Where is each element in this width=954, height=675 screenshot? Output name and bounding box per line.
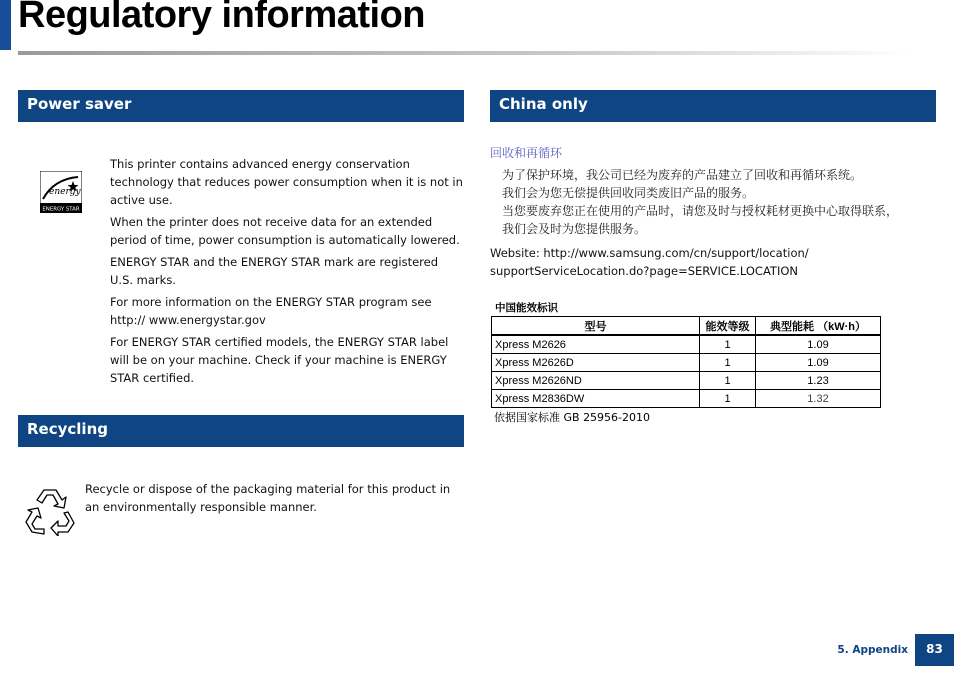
column-header: 典型能耗 （kW·h） bbox=[756, 317, 881, 336]
kwh-cell: 1.09 bbox=[756, 335, 881, 354]
grade-cell: 1 bbox=[700, 372, 756, 390]
table-row bbox=[492, 354, 881, 372]
recycle-icon bbox=[24, 484, 76, 536]
china-recycling-text bbox=[502, 166, 932, 238]
power-saver-paragraph: For more information on the ENERGY STAR program see http:// www.energystar.gov bbox=[110, 295, 432, 327]
grade-cell: 1 bbox=[700, 335, 756, 354]
energy-star-icon bbox=[40, 171, 82, 213]
china-text-line: 我们会为您无偿提供回收同类废旧产品的服务。 bbox=[502, 186, 755, 200]
title-divider bbox=[18, 51, 913, 55]
table-header-row bbox=[492, 317, 881, 336]
column-header: 型号 bbox=[492, 317, 700, 336]
model-cell: Xpress M2626D bbox=[492, 354, 700, 372]
china-only-heading: China only bbox=[490, 90, 936, 122]
model-cell: Xpress M2626 bbox=[492, 335, 700, 354]
energy-label-table-title: 中国能效标识 bbox=[495, 302, 558, 314]
recycling-text: Recycle or dispose of the packaging material for this product in an environmentally responsible manner. bbox=[85, 482, 451, 514]
page-number: 83 bbox=[915, 634, 954, 666]
china-subheading: 回收和再循环 bbox=[490, 146, 563, 160]
table-row bbox=[492, 372, 881, 390]
model-cell: Xpress M2626ND bbox=[492, 372, 700, 390]
svg-text:energy: energy bbox=[49, 187, 81, 197]
china-text-line: 我们会及时为您提供服务。 bbox=[502, 222, 647, 236]
grade-cell: 1 bbox=[700, 354, 756, 372]
power-saver-paragraph: ENERGY STAR and the ENERGY STAR mark are registered U.S. marks. bbox=[110, 255, 439, 287]
power-saver-paragraph: This printer contains advanced energy conservation technology that reduces power consumption when it is not in active use. bbox=[110, 157, 463, 207]
energy-standard-note: 依据国家标准 GB 25956-2010 bbox=[494, 411, 651, 424]
title-accent-bar bbox=[0, 0, 11, 50]
kwh-cell: 1.09 bbox=[756, 354, 881, 372]
table-row bbox=[492, 335, 881, 354]
page-title: Regulatory information bbox=[18, 0, 426, 36]
china-text-line: 当您要废弃您正在使用的产品时，请您及时与授权耗材更换中心取得联系， bbox=[502, 204, 899, 218]
website-line: supportServiceLocation.do?page=SERVICE.LOCATION bbox=[490, 264, 799, 278]
china-website bbox=[490, 244, 930, 280]
energy-label-table bbox=[491, 316, 881, 408]
table-row bbox=[492, 390, 881, 408]
column-header: 能效等级 bbox=[700, 317, 756, 336]
recycling-heading: Recycling bbox=[18, 415, 464, 447]
power-saver-heading: Power saver bbox=[18, 90, 464, 122]
grade-cell: 1 bbox=[700, 390, 756, 408]
power-saver-paragraph: For ENERGY STAR certified models, the ENERGY STAR label will be on your machine. Check if your machine is ENERGY STAR certified. bbox=[110, 335, 449, 385]
kwh-cell: 1.23 bbox=[756, 372, 881, 390]
power-saver-paragraph: When the printer does not receive data for an extended period of time, power consumption is automatically lowered. bbox=[110, 215, 460, 247]
footer-section-label: 5. Appendix bbox=[837, 644, 908, 656]
kwh-cell: 1.32 bbox=[756, 390, 881, 408]
website-line: Website: http://www.samsung.com/cn/support/location/ bbox=[490, 246, 809, 260]
china-text-line: 为了保护环境，我公司已经为废弃的产品建立了回收和再循环系统。 bbox=[502, 168, 863, 182]
power-saver-body bbox=[110, 155, 464, 391]
svg-text:ENERGY STAR: ENERGY STAR bbox=[42, 206, 80, 213]
model-cell: Xpress M2836DW bbox=[492, 390, 700, 408]
